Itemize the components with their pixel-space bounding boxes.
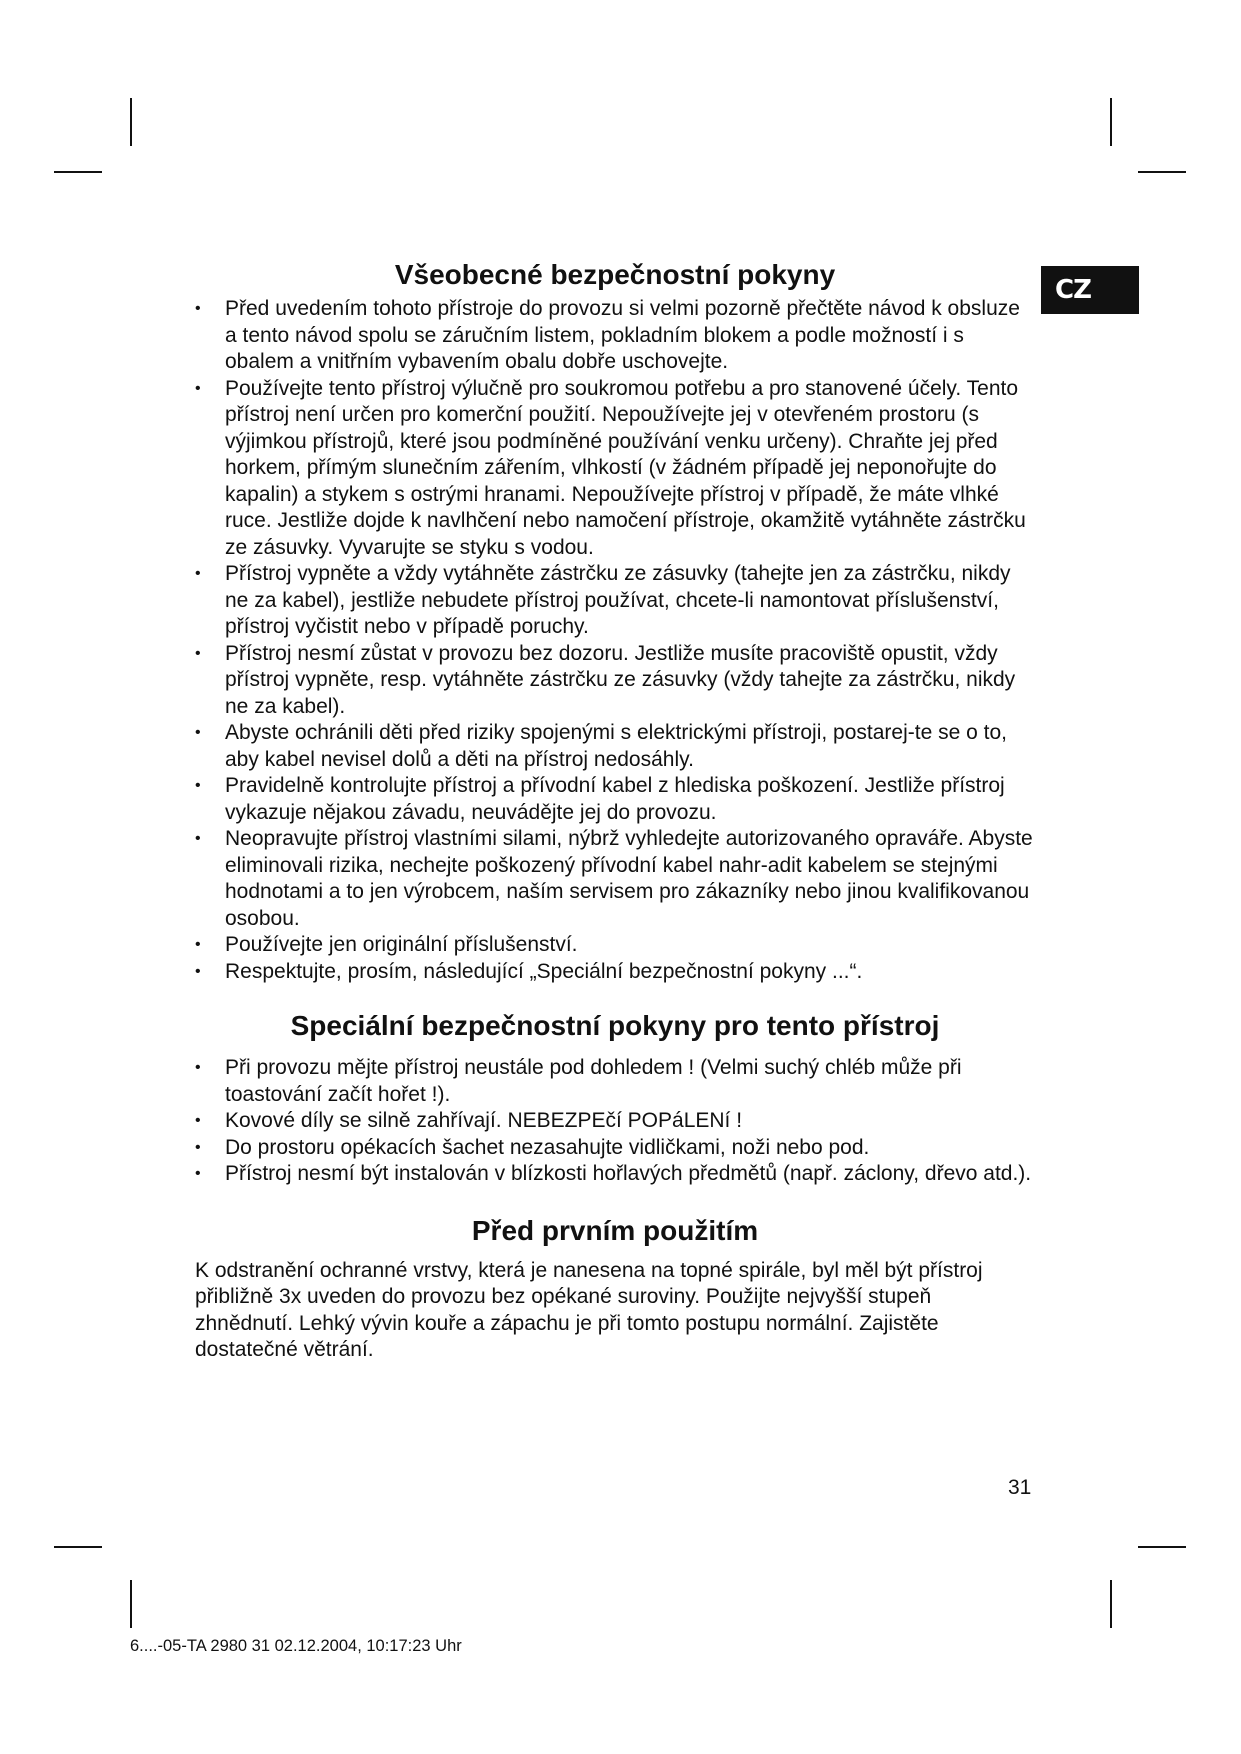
first-use-title: Před prvním použitím [471,1214,759,1246]
page-number: 31 [1008,1476,1032,1499]
first-use-paragraph: K odstranění ochranné vrstvy, která je nanesena na topné spirále, byl měl být přístroj přibližně 3x uveden do provozu bez opékané suroviny. Použijte nejvyšší stupeň zhnědnutí. Lehký vývin kouře a zápachu je při tomto postupu normální. Zajistěte dostatečné větrání. [195,1258,983,1361]
list-item: • Přístroj vypněte a vždy vytáhněte zástrčku ze zásuvky (tahejte jen za zástrčku, nikdy ne za kabel), jestliže nebudete přístroj používat, chcete-li namontovat příslušenství, přístroj vyčistit nebo v případě poruchy. [195,561,1035,641]
list-item: • Používejte tento přístroj výlučně pro soukromou potřebu a pro stanovené účely. Tento přístroj není určen pro komerční použití. Nepoužívejte jej v otevřeném prostoru (s výjimkou přístrojů, které jsou podmíněné používání venku určeny). Chraňte jej před horkem, přímým slunečním zářením, vlhkostí (v žádném případě jej neponořujte do kapalin) a stykem s ostrými hranami. Nepoužívejte přístroj v případě, že máte vlhké ruce. Jestliže dojde k navlhčení nebo namočení přístroje, okamžitě vytáhněte zástrčku ze zásuvky. Vyvarujte se styku s vodou. [195,376,1035,562]
list-item: • Pravidelně kontrolujte přístroj a přívodní kabel z hlediska poškození. Jestliže přístroj vykazuje nějakou závadu, neuvádějte jej do provozu. [195,773,1035,826]
list-item: • Používejte jen originální příslušenství. [195,932,1035,959]
crop-mark-bottom-left-horizontal [54,1546,102,1548]
list-item: • Přístroj nesmí zůstat v provozu bez dozoru. Jestliže musíte pracoviště opustit, vždy přístroj vypněte, resp. vytáhněte zástrčku ze zásuvky (vždy tahejte za zástrčku, nikdy ne za kabel). [195,641,1035,721]
general-safety-title: Všeobecné bezpečnostní pokyny [394,259,836,290]
list-item: • Respektujte, prosím, následující „Speciální bezpečnostní pokyny ...“. [195,959,1035,986]
list-item: • Přístroj nesmí být instalován v blízkosti hořlavých předmětů (např. záclony, dřevo atd.). [195,1161,1035,1188]
list-item: • Neopravujte přístroj vlastními silami, nýbrž vyhledejte autorizovaného opraváře. Abyste eliminovali rizika, nechejte poškozený přívodní kabel nahr-adit kabelem se stejnými hodnotami a to jen výrobcem, naším servisem pro zákazníky nebo jinou kvalifikovanou osobou. [195,826,1035,932]
list-item: • Abyste ochránili děti před riziky spojenými s elektrickými přístroji, postarej-te se o to, aby kabel nevisel dolů a děti na přístroj nedosáhly. [195,720,1035,773]
general-safety-list [195,296,1035,985]
print-imprint: 6....-05-TA 2980 31 02.12.2004, 10:17:23 Uhr [130,1637,462,1655]
crop-mark-bottom-right-vertical [1110,1580,1112,1628]
list-item: • Do prostoru opékacích šachet nezasahujte vidličkami, noži nebo pod. [195,1135,1035,1162]
special-safety-title: Speciální bezpečnostní pokyny pro tento přístroj [290,1010,940,1041]
crop-mark-top-right-horizontal [1138,171,1186,173]
crop-mark-top-right-vertical [1110,98,1112,146]
crop-mark-bottom-left-vertical [130,1580,132,1628]
list-item: • Před uvedením tohoto přístroje do provozu si velmi pozorně přečtěte návod k obsluze a tento návod spolu se záručním listem, pokladním blokem a podle možností i s obalem a vnitřním vybavením obalu dobře uschovejte. [195,296,1035,376]
list-item: • Při provozu mějte přístroj neustále pod dohledem ! (Velmi suchý chléb může při toastování začít hořet !). [195,1055,1035,1108]
language-tab: CZ [1041,266,1139,314]
document-body [195,258,1035,1364]
crop-mark-top-left-vertical [130,98,132,146]
list-item: • Kovové díly se silně zahřívají. NEBEZPEčí POPáLENí ! [195,1108,1035,1135]
special-safety-list [195,1055,1035,1188]
crop-mark-top-left-horizontal [54,171,102,173]
crop-mark-bottom-right-horizontal [1138,1546,1186,1548]
